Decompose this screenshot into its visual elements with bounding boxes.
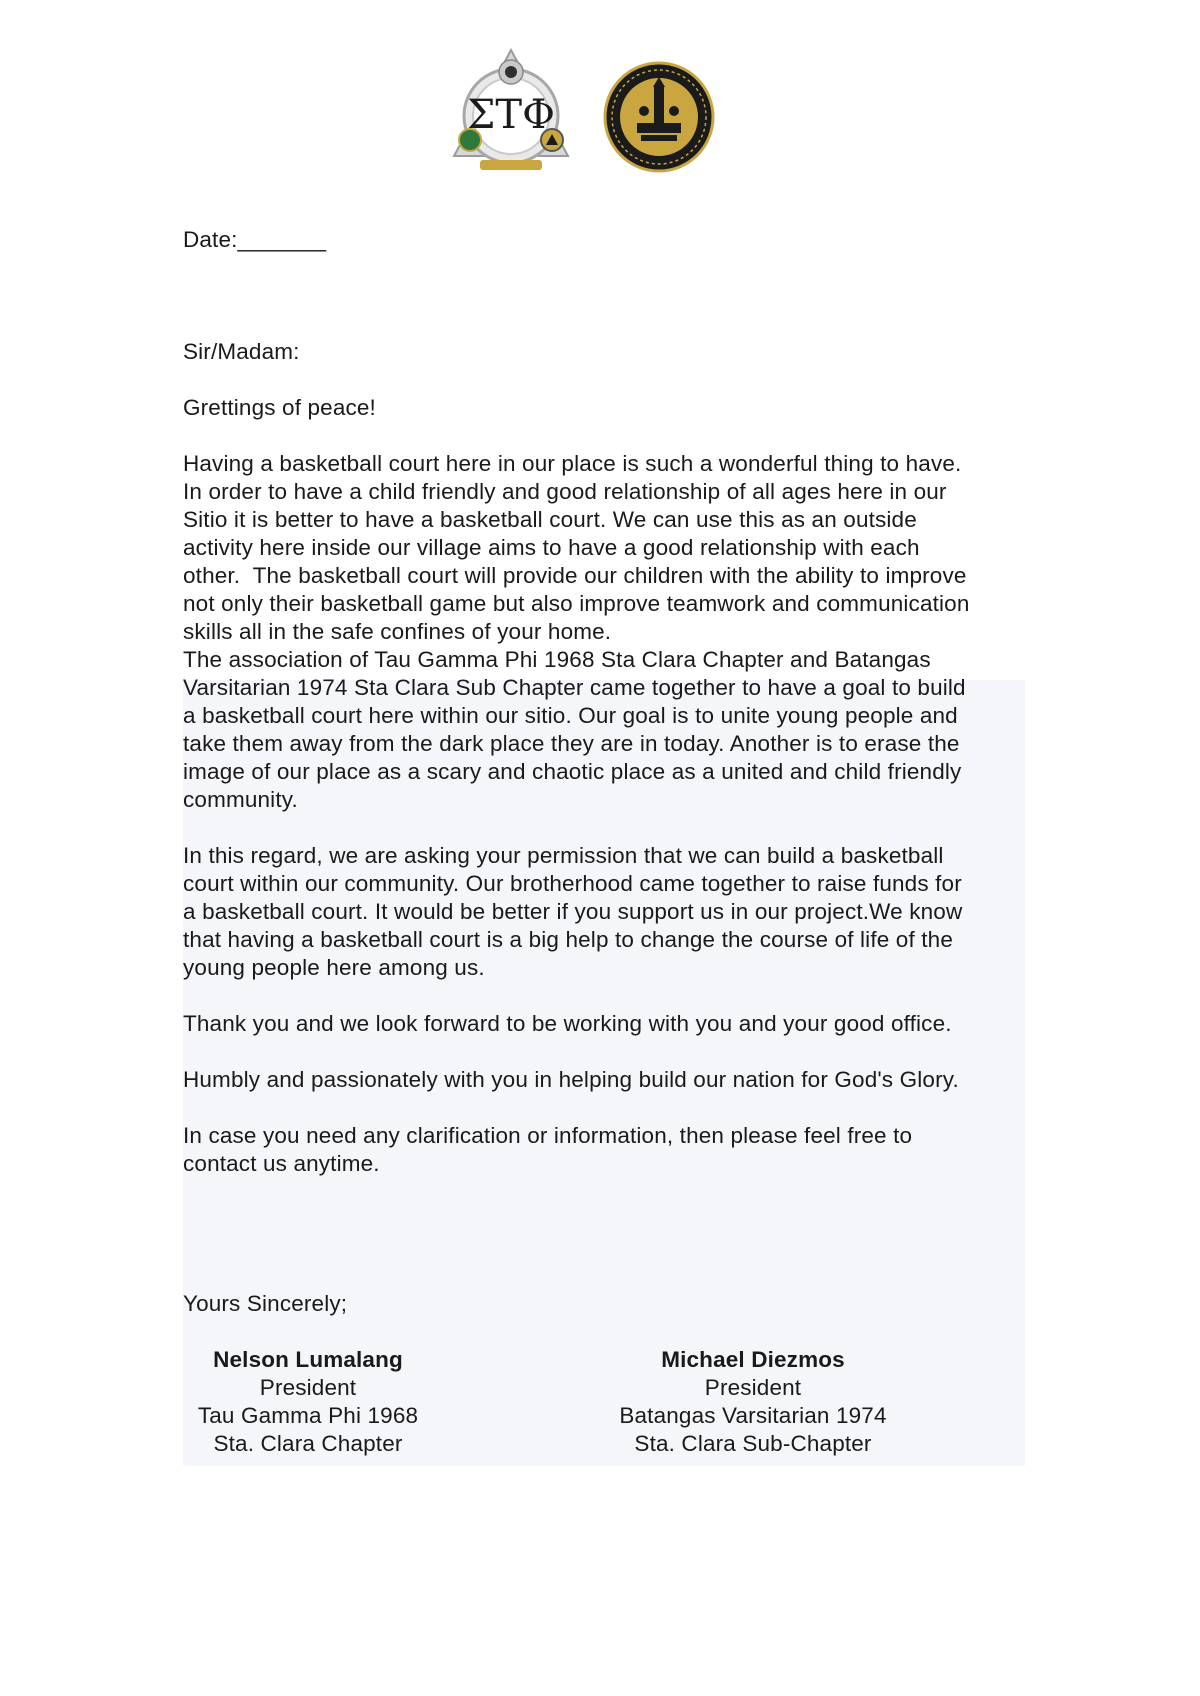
- closing: Yours Sincerely;: [183, 1291, 348, 1316]
- signature-block-left: [173, 1346, 443, 1458]
- paragraph-line: skills all in the safe confines of your home.: [183, 619, 612, 644]
- signature-block-right: [583, 1346, 923, 1458]
- signatory-chapter: Sta. Clara Chapter: [213, 1431, 403, 1456]
- tau-gamma-phi-seal-logo: [450, 48, 572, 173]
- paragraph-line: contact us anytime.: [183, 1151, 380, 1176]
- paragraph-thanks: [183, 1010, 952, 1038]
- paragraph-line: Having a basketball court here in our place is such a wonderful thing to have.: [183, 451, 962, 476]
- seal-letters: ΣΤΦ: [467, 92, 555, 138]
- header-logos: [450, 48, 720, 173]
- paragraph-humbly: [183, 1066, 959, 1094]
- paragraph-line: take them away from the dark place they are in today. Another is to erase the: [183, 731, 960, 756]
- paragraph-line: Sitio it is better to have a basketball court. We can use this as an outside: [183, 507, 917, 532]
- paragraph-line: In order to have a child friendly and good relationship of all ages here in our: [183, 479, 947, 504]
- salutation: Sir/Madam:: [183, 339, 300, 364]
- paragraph-line: Humbly and passionately with you in helping build our nation for God's Glory.: [183, 1067, 959, 1092]
- date-line: Date:_______: [183, 227, 327, 252]
- signatory-chapter: Sta. Clara Sub-Chapter: [634, 1431, 872, 1456]
- paragraph-line: Thank you and we look forward to be working with you and your good office.: [183, 1011, 952, 1036]
- paragraph-association: [183, 646, 966, 814]
- paragraph-line: activity here inside our village aims to have a good relationship with each: [183, 535, 920, 560]
- signatory-name: Michael Diezmos: [661, 1347, 845, 1372]
- paragraph-line: not only their basketball game but also improve teamwork and communication: [183, 591, 970, 616]
- paragraph-line: young people here among us.: [183, 955, 485, 980]
- paragraph-line: In this regard, we are asking your permission that we can build a basketball: [183, 843, 944, 868]
- paragraph-line: community.: [183, 787, 298, 812]
- signatory-org: Tau Gamma Phi 1968: [197, 1403, 419, 1428]
- signatory-org: Batangas Varsitarian 1974: [619, 1403, 887, 1428]
- paragraph-contact: [183, 1122, 912, 1178]
- paragraph-line: a basketball court. It would be better if you support us in our project.We know: [183, 899, 963, 924]
- paragraph-request: [183, 842, 962, 982]
- paragraph-line: that having a basketball court is a big help to change the course of life of the: [183, 927, 953, 952]
- paragraph-line: image of our place as a scary and chaotic place as a united and child friendly: [183, 759, 962, 784]
- greeting: Grettings of peace!: [183, 395, 376, 420]
- paragraph-line: other. The basketball court will provide our children with the ability to improve: [183, 563, 967, 588]
- paragraph-line: Varsitarian 1974 Sta Clara Sub Chapter came together to have a goal to build: [183, 675, 966, 700]
- paragraph-line: court within our community. Our brotherhood came together to raise funds for: [183, 871, 962, 896]
- signatory-title: President: [259, 1375, 357, 1400]
- signatory-title: President: [704, 1375, 802, 1400]
- paragraph-line: In case you need any clarification or information, then please feel free to: [183, 1123, 913, 1148]
- paragraph-intro: [183, 450, 970, 646]
- signatory-name: Nelson Lumalang: [213, 1347, 403, 1372]
- paragraph-line: a basketball court here within our sitio. Our goal is to unite young people and: [183, 703, 958, 728]
- paragraph-line: The association of Tau Gamma Phi 1968 Sta Clara Chapter and Batangas: [183, 647, 931, 672]
- batangas-varsitarian-seal-logo: [603, 61, 715, 173]
